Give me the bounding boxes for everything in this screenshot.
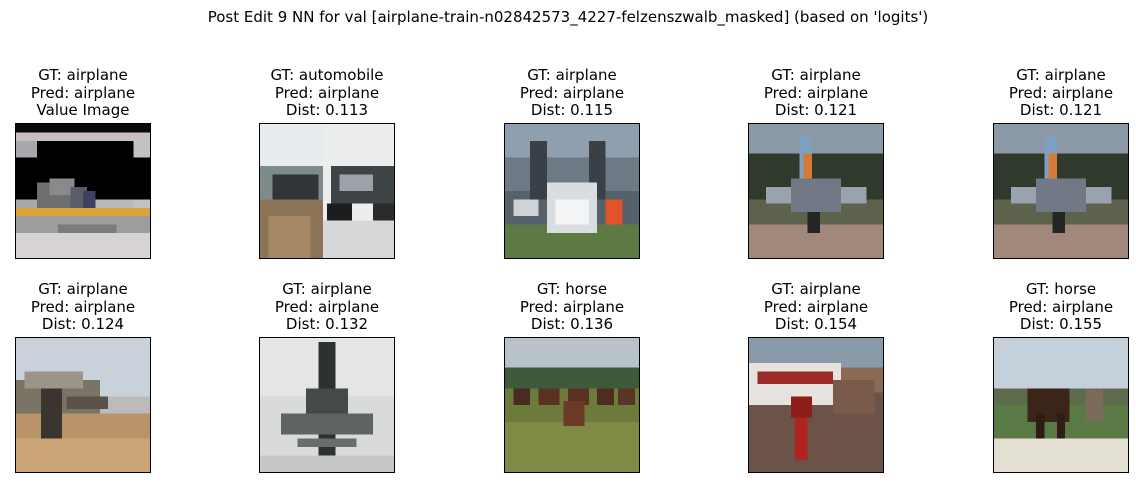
panel-pred-label: Pred: airplane: [274, 83, 380, 102]
panel-gt-label: GT: airplane: [527, 66, 617, 84]
thumbnail-image: [748, 123, 884, 259]
panel-title: [219, 67, 435, 120]
panel-title: [953, 67, 1136, 120]
panel-gt-label: GT: airplane: [38, 66, 128, 84]
thumbnail-image: [15, 337, 151, 473]
thumbnail-image: [259, 123, 395, 259]
panel-extra-label: Dist: 0.136: [530, 315, 614, 333]
panel-title: [0, 281, 191, 334]
thumbnail-image: [993, 123, 1129, 259]
panel-neighbor-8: [748, 281, 884, 471]
thumbnail-image: [504, 123, 640, 259]
panel-pred-label: Pred: airplane: [1008, 83, 1114, 102]
panel-title: [0, 67, 191, 120]
thumbnail-image: [993, 337, 1129, 473]
panel-gt-label: GT: horse: [1025, 280, 1097, 298]
panel-title: [464, 67, 680, 120]
panel-extra-label: Dist: 0.154: [774, 315, 858, 333]
panel-pred-label: Pred: airplane: [763, 297, 869, 316]
panel-pred-label: Pred: airplane: [274, 297, 380, 316]
panel-neighbor-7: [504, 281, 640, 471]
panel-extra-label: Dist: 0.124: [41, 315, 125, 333]
panel-title: [219, 281, 435, 334]
panel-neighbor-3: [748, 67, 884, 257]
panel-extra-label: Value Image: [36, 101, 130, 119]
figure-suptitle: Post Edit 9 NN for val [airplane-train-n02842573_4227-felzenszwalb_masked] (based on 'logits'): [207, 8, 929, 26]
panel-extra-label: Dist: 0.155: [1019, 315, 1103, 333]
panel-pred-label: Pred: airplane: [30, 297, 136, 316]
panel-gt-label: GT: airplane: [1016, 66, 1106, 84]
panel-gt-label: GT: airplane: [771, 66, 861, 84]
thumbnail-image: [748, 337, 884, 473]
panel-title: [953, 281, 1136, 334]
panel-neighbor-4: [993, 67, 1129, 257]
panel-gt-label: GT: airplane: [38, 280, 128, 298]
panel-title: [464, 281, 680, 334]
panel-neighbor-6: [259, 281, 395, 471]
panel-gt-label: GT: airplane: [282, 280, 372, 298]
panel-extra-label: Dist: 0.132: [285, 315, 369, 333]
panel-pred-label: Pred: airplane: [519, 297, 625, 316]
panel-extra-label: Dist: 0.115: [530, 101, 614, 119]
panel-pred-label: Pred: airplane: [30, 83, 136, 102]
panel-title: [708, 281, 924, 334]
panel-gt-label: GT: horse: [536, 280, 608, 298]
panel-extra-label: Dist: 0.113: [285, 101, 369, 119]
thumbnail-image: [15, 123, 151, 259]
panel-neighbor-5: [15, 281, 151, 471]
panel-title: [708, 67, 924, 120]
thumbnail-image: [504, 337, 640, 473]
panel-extra-label: Dist: 0.121: [1019, 101, 1103, 119]
panel-neighbor-1: [259, 67, 395, 257]
panel-neighbor-2: [504, 67, 640, 257]
panel-pred-label: Pred: airplane: [763, 83, 869, 102]
panel-gt-label: GT: automobile: [270, 66, 384, 84]
panel-value-image: [15, 67, 151, 257]
thumbnail-image: [259, 337, 395, 473]
panel-pred-label: Pred: airplane: [1008, 297, 1114, 316]
panel-extra-label: Dist: 0.121: [774, 101, 858, 119]
panel-gt-label: GT: airplane: [771, 280, 861, 298]
panel-neighbor-9: [993, 281, 1129, 471]
panel-pred-label: Pred: airplane: [519, 83, 625, 102]
